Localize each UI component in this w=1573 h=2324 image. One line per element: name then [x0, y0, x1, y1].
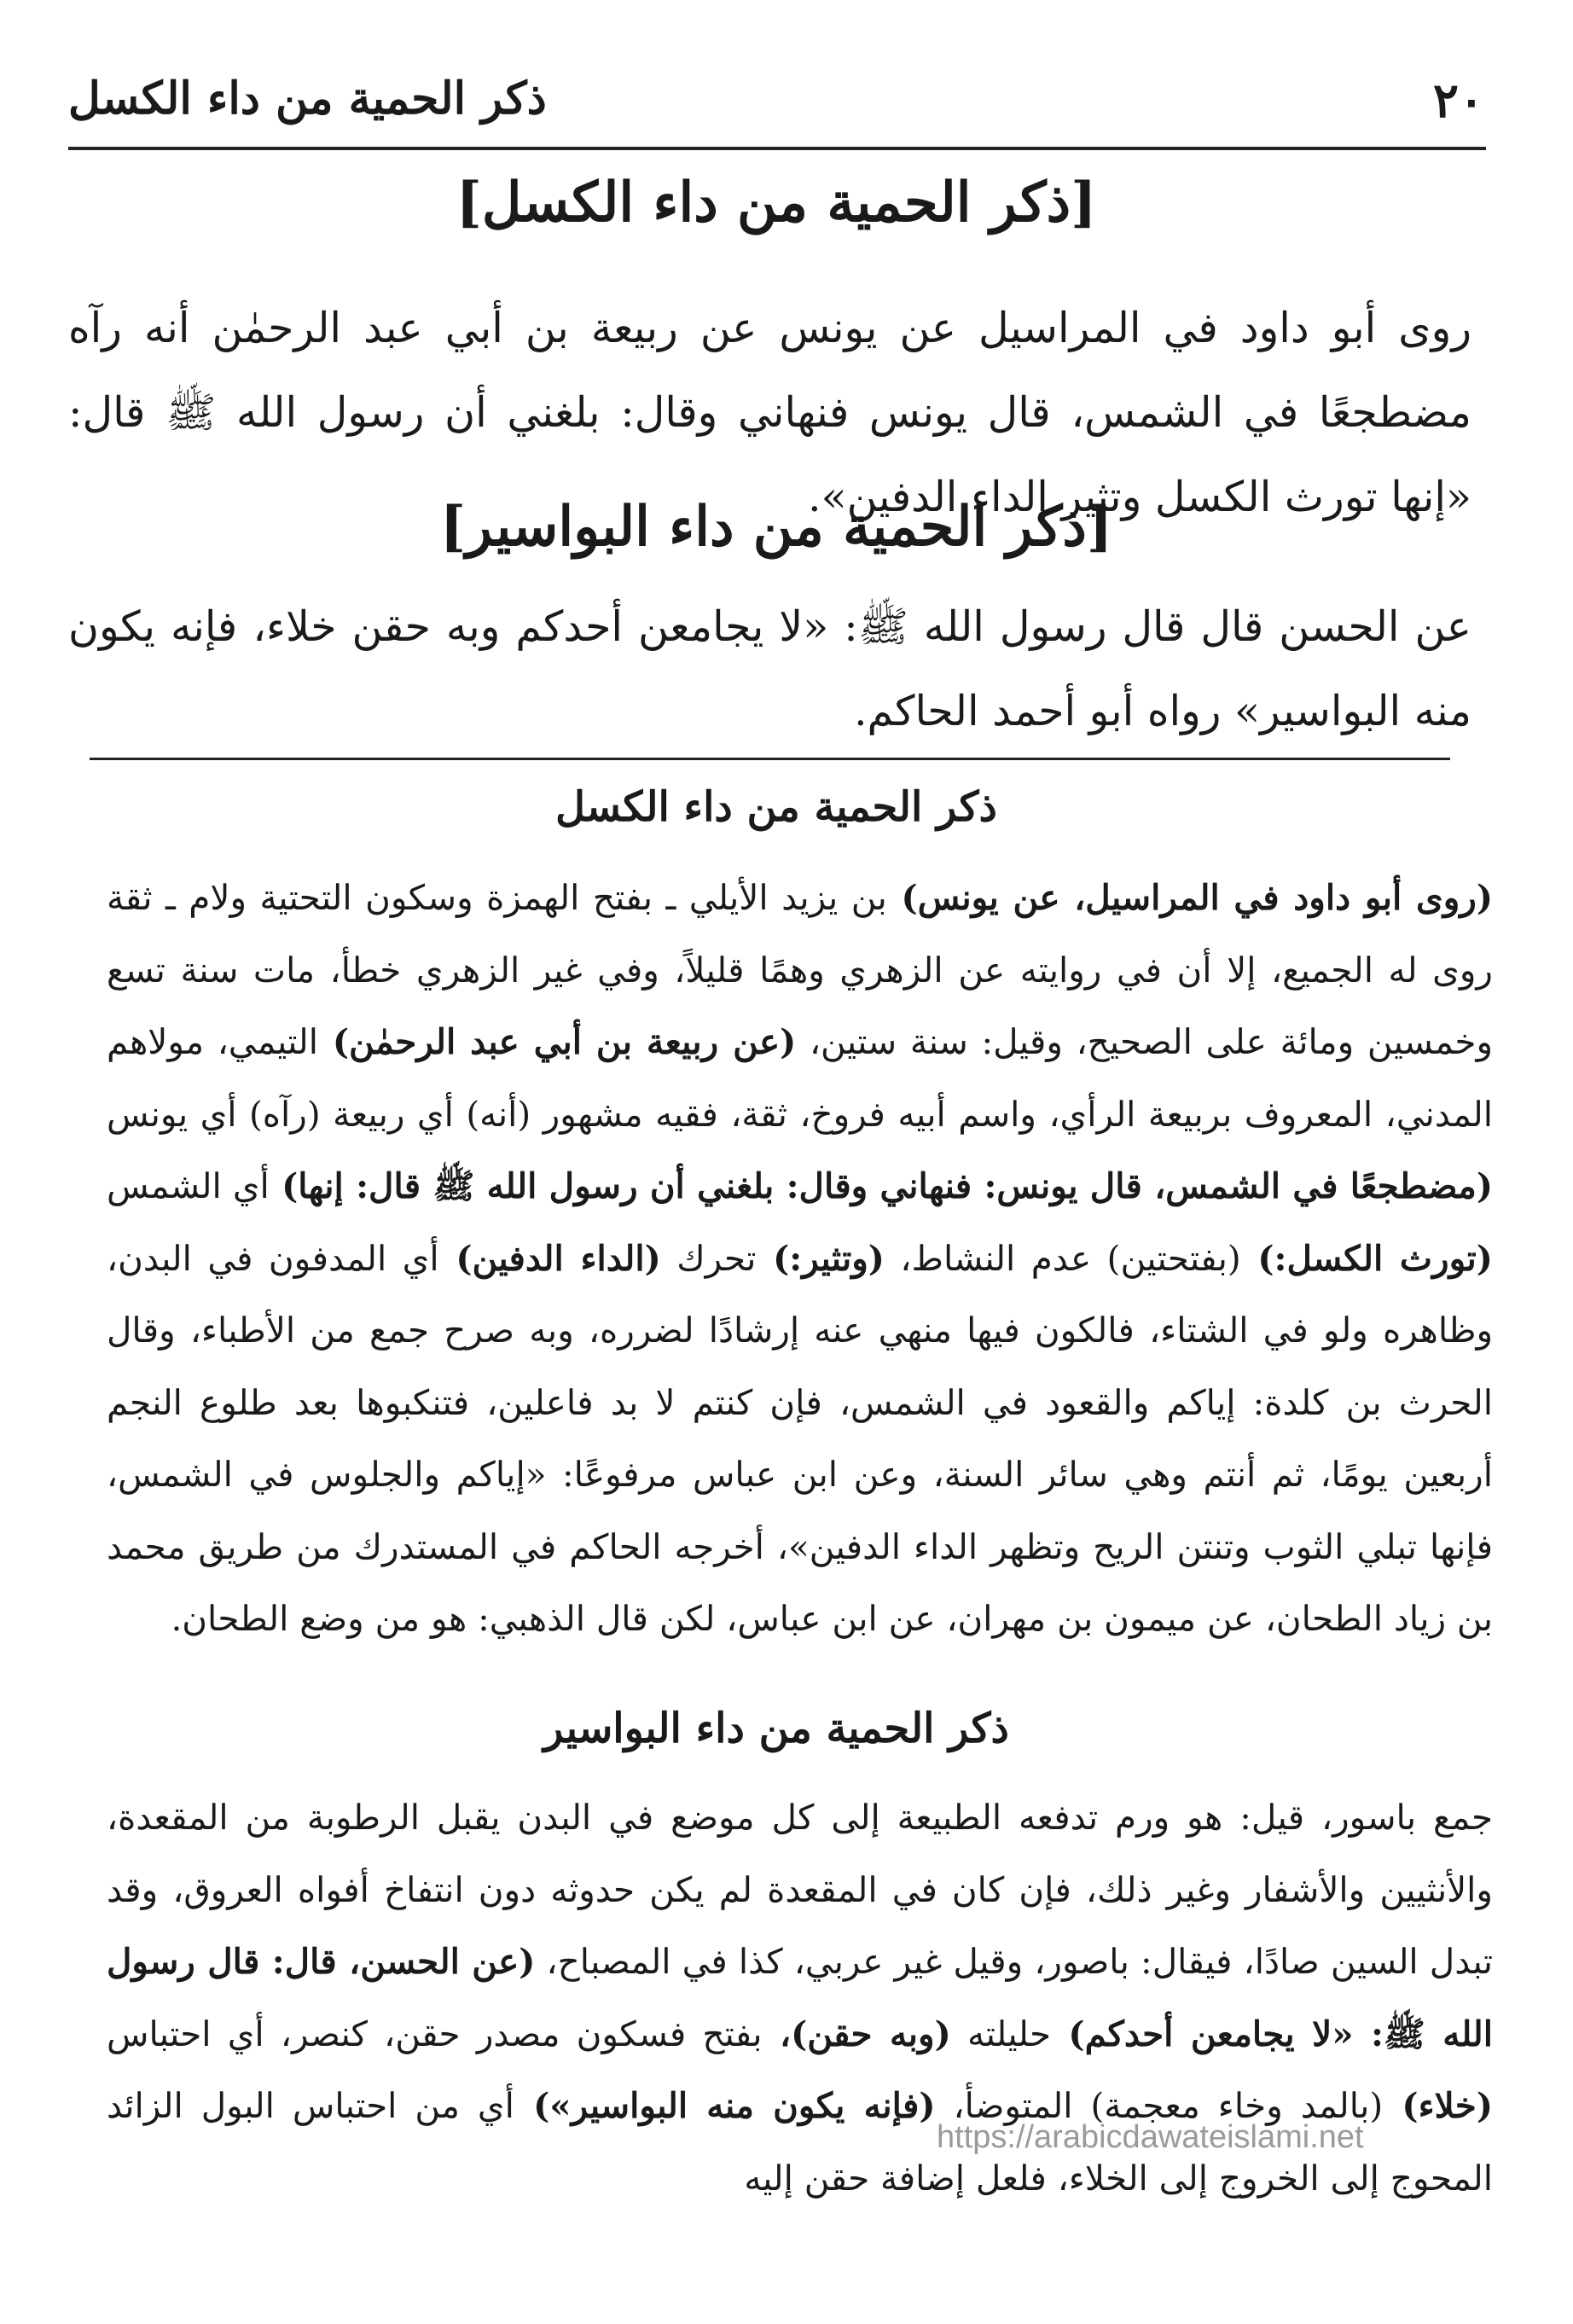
text-run: جمع باسور، قيل: هو ورم تدفعه الطبيعة إلى كل موضع في البدن يقبل الرطوبة من المقعدة، والأنثيين والأشفار وغير ذلك، فإن كان في المقعدة لم يكن حدوثه دون انتفاخ أفواه العروق، وقد تبدل السين صادًا، فيقال: باصور، وقيل غير عربي، كذا في المصباح، [107, 1797, 1493, 1982]
bold-phrase: (فإنه يكون منه البواسير») [514, 2085, 936, 2126]
footnote-divider [90, 758, 1450, 760]
text-run: بن يزيد الأيلي ـ بفتح الهمزة وسكون التحتية ولام ـ ثقة روى له الجميع، إلا أن في روايته عن الزهري وهمًا قليلاً، وفي غير الزهري خطأ، مات سنة تسع وخمسين ومائة على الصحيح، وقيل: سنة ستين، [107, 877, 1494, 1062]
commentary-text-laziness [107, 862, 1493, 1655]
text-run: حليلته [950, 2013, 1051, 2054]
text-run: (أنه) أي ربيعة (رآه) أي يونس [107, 1093, 531, 1135]
bold-phrase: (تورث الكسل:) [1240, 1237, 1493, 1279]
header-rule [68, 147, 1486, 150]
text-run: أي المدفون في البدن، وظاهره ولو في الشتاء، فالكون فيها منهي عنه إرشادًا لضرره، وبه صرح جمع من الأطباء، وقال الحرث بن كلدة: إياكم والقعود في الشمس، فإن كنتم لا بد فاعلين، فتنكبوها بعد طلوع النجم أربعين يومًا، ثم أنتم وهي سائر السنة، وعن ابن عباس مرفوعًا: «إياكم والجلوس في الشمس، فإنها تبلي الثوب وتنتن الريح وتظهر الداء الدفين»، أخرجه الحاكم في المستدرك من طريق محمد بن زياد الطحان، عن ميمون بن مهران، عن ابن عباس، لكن قال الذهبي: هو من وضع الطحان. [107, 1237, 1493, 1639]
running-header [68, 73, 1484, 141]
commentary-title-hemorrhoids: ذكر الحمية من داء البواسير [543, 1705, 1009, 1752]
bold-phrase: (مضطجعًا في الشمس، قال يونس: فنهاني وقال: بلغني أن رسول الله ﷺ قال: إنها) [269, 1165, 1493, 1206]
bold-phrase: (عن ربيعة بن أبي عبد الرحمٰن) [317, 1021, 797, 1062]
text-run: أي الشمس [107, 1165, 270, 1206]
text-run: بفتح فسكون مصدر حقن، كنصر، أي احتباس [107, 2013, 763, 2054]
text-run: أي من احتباس البول الزائد المحوج إلى الخروج إلى الخلاء، فلعل إضافة حقن إليه [107, 2085, 1493, 2199]
running-title: ذكر الحمية من داء الكسل [68, 73, 547, 125]
section-text-laziness: روى أبو داود في المراسيل عن يونس عن ربيعة بن أبي عبد الرحمٰن أنه رآه مضطجعًا في الشمس، قال يونس فنهاني وقال: بلغني أن رسول الله ﷺ قال: «إنها تورث الكسل وتثير الداء الدفين». [68, 304, 1471, 521]
bold-phrase: (عن الحسن، قال: قال رسول الله ﷺ: «لا يجامعن أحدكم) [107, 1941, 1493, 2054]
watermark-url: https://arabicdawateislami.net [937, 2119, 1364, 2155]
bold-phrase: (خلاء) [1383, 2085, 1493, 2126]
text-run: (بفتحتين) عدم النشاط، [884, 1237, 1241, 1279]
bold-phrase: (روى أبو داود في المراسيل، عن يونس) [886, 877, 1493, 918]
page-number: ٢٠ [1432, 73, 1484, 129]
bold-phrase: (وبه حقن)، [762, 2013, 951, 2054]
section-title-laziness: [ذكر الحمية من داء الكسل] [456, 171, 1097, 235]
commentary-title-laziness: ذكر الحمية من داء الكسل [555, 783, 997, 831]
text-run: التيمي، مولاهم المدني، المعروف بربيعة الرأي، واسم أبيه فروخ، ثقة، فقيه مشهور [107, 1021, 1493, 1135]
bold-phrase: (الداء الدفين) [438, 1237, 661, 1279]
section-title-hemorrhoids: [ذكر الحمية من داء البواسير] [439, 495, 1113, 559]
text-run: (بالمد وخاء معجمة) المتوضأ، [935, 2085, 1384, 2126]
text-run: تحرك [660, 1237, 757, 1279]
section-text-hemorrhoids: عن الحسن قال قال رسول الله ﷺ: «لا يجامعن أحدكم وبه حقن خلاء، فإنه يكون منه البواسير» رواه أبو أحمد الحاكم. [68, 602, 1471, 735]
bold-phrase: (وتثير:) [756, 1237, 885, 1279]
